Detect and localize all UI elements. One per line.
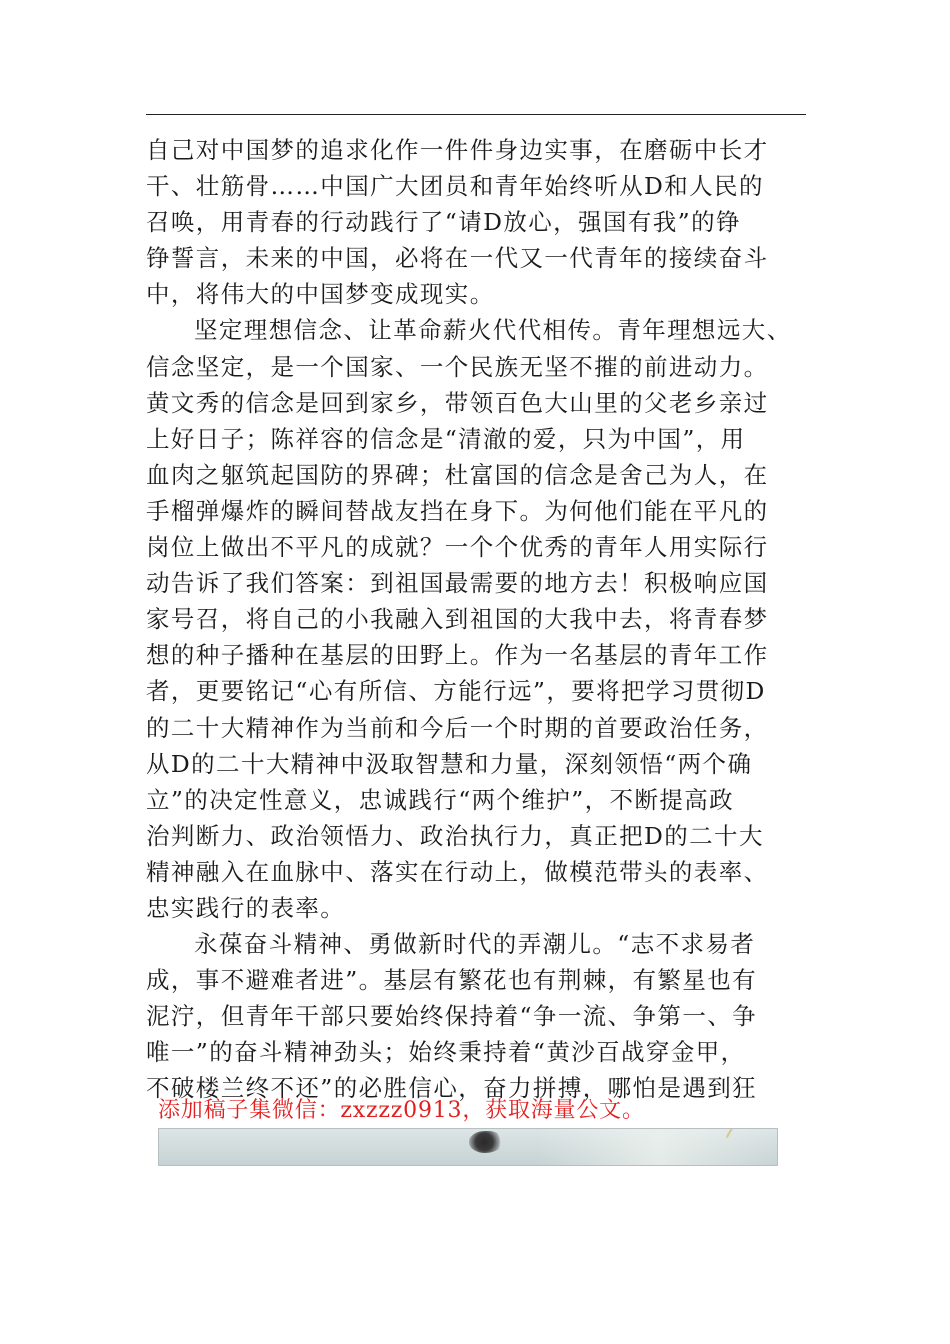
paragraph-3-line: 不破楼兰终不还”的必胜信心，奋力拼搏，哪怕是遇到狂 xyxy=(146,1074,758,1103)
paragraph-2-line: 立”的决定性意义，忠诚践行“两个维护”，不断提高政 xyxy=(146,785,735,814)
paragraph-2-line: 的二十大精神作为当前和今后一个时期的首要政治任务， xyxy=(146,713,769,742)
promo-text: 添加稿子集微信：zxzzz0913，获取海量公文。 xyxy=(158,1098,645,1123)
paragraph-3-line: 成，事不避难者进”。基层有繁花也有荆棘，有繁星也有 xyxy=(146,966,758,995)
paragraph-2-line: 治判断力、政治领悟力、政治执行力，真正把D的二十大 xyxy=(146,821,764,850)
paragraph-2-line: 忠实践行的表率。 xyxy=(146,893,346,922)
paragraph-2-line: 者，更要铭记“心有所信、方能行远”，要将把学习贯彻D xyxy=(146,677,766,706)
paragraph-2-line: 信念坚定，是一个国家、一个民族无坚不摧的前进动力。 xyxy=(146,352,769,381)
paragraph-2-line: 想的种子播种在基层的田野上。作为一名基层的青年工作 xyxy=(146,641,769,670)
paragraph-2-line: 血肉之躯筑起国防的界碑；杜富国的信念是舍己为人，在 xyxy=(146,460,769,489)
paragraph-1-line: 干、壮筋骨……中国广大团员和青年始终听从D和人民的 xyxy=(146,172,764,201)
paragraph-2-line: 手榴弹爆炸的瞬间替战友挡在身下。为何他们能在平凡的 xyxy=(146,496,769,525)
banner-image xyxy=(158,1128,778,1166)
paragraph-1-line: 中，将伟大的中国梦变成现实。 xyxy=(146,280,495,309)
paragraph-2-line: 精神融入在血脉中、落实在行动上，做模范带头的表率、 xyxy=(146,857,769,886)
paragraph-3-line: 泥泞，但青年干部只要始终保持着“争一流、争第一、争 xyxy=(146,1002,758,1031)
paragraph-2-line: 岗位上做出不平凡的成就？一个个优秀的青年人用实际行 xyxy=(146,533,769,562)
header-rule xyxy=(146,114,806,115)
paragraph-1-line: 自己对中国梦的追求化作一件件身边实事，在磨砺中长才 xyxy=(146,136,769,164)
paragraph-3-line: 永葆奋斗精神、勇做新时代的弄潮儿。“志不求易者 xyxy=(194,930,756,959)
paragraph-2-line: 动告诉了我们答案：到祖国最需要的地方去！积极响应国 xyxy=(146,569,769,598)
paragraph-3-line: 唯一”的奋斗精神劲头；始终秉持着“黄沙百战穿金甲， xyxy=(146,1038,746,1067)
paragraph-2-line: 上好日子；陈祥容的信念是“清澈的爱，只为中国”，用 xyxy=(146,424,746,453)
paragraph-1-line: 铮誓言，未来的中国，必将在一代又一代青年的接续奋斗 xyxy=(146,244,769,273)
paragraph-2-line: 家号召，将自己的小我融入到祖国的大我中去，将青春梦 xyxy=(146,605,769,634)
paragraph-2-line: 从D的二十大精神中汲取智慧和力量，深刻领悟“两个确 xyxy=(146,749,753,778)
document-body xyxy=(146,132,808,1107)
paragraph-1-line: 召唤，用青春的行动践行了“请D放心，强国有我”的铮 xyxy=(146,208,741,237)
ink-blot-graphic xyxy=(469,1131,503,1153)
paragraph-2-line: 坚定理想信念、让革命薪火代代相传。青年理想远大、 xyxy=(194,316,792,345)
paragraph-2-line: 黄文秀的信念是回到家乡，带领百色大山里的父老乡亲过 xyxy=(146,388,769,417)
